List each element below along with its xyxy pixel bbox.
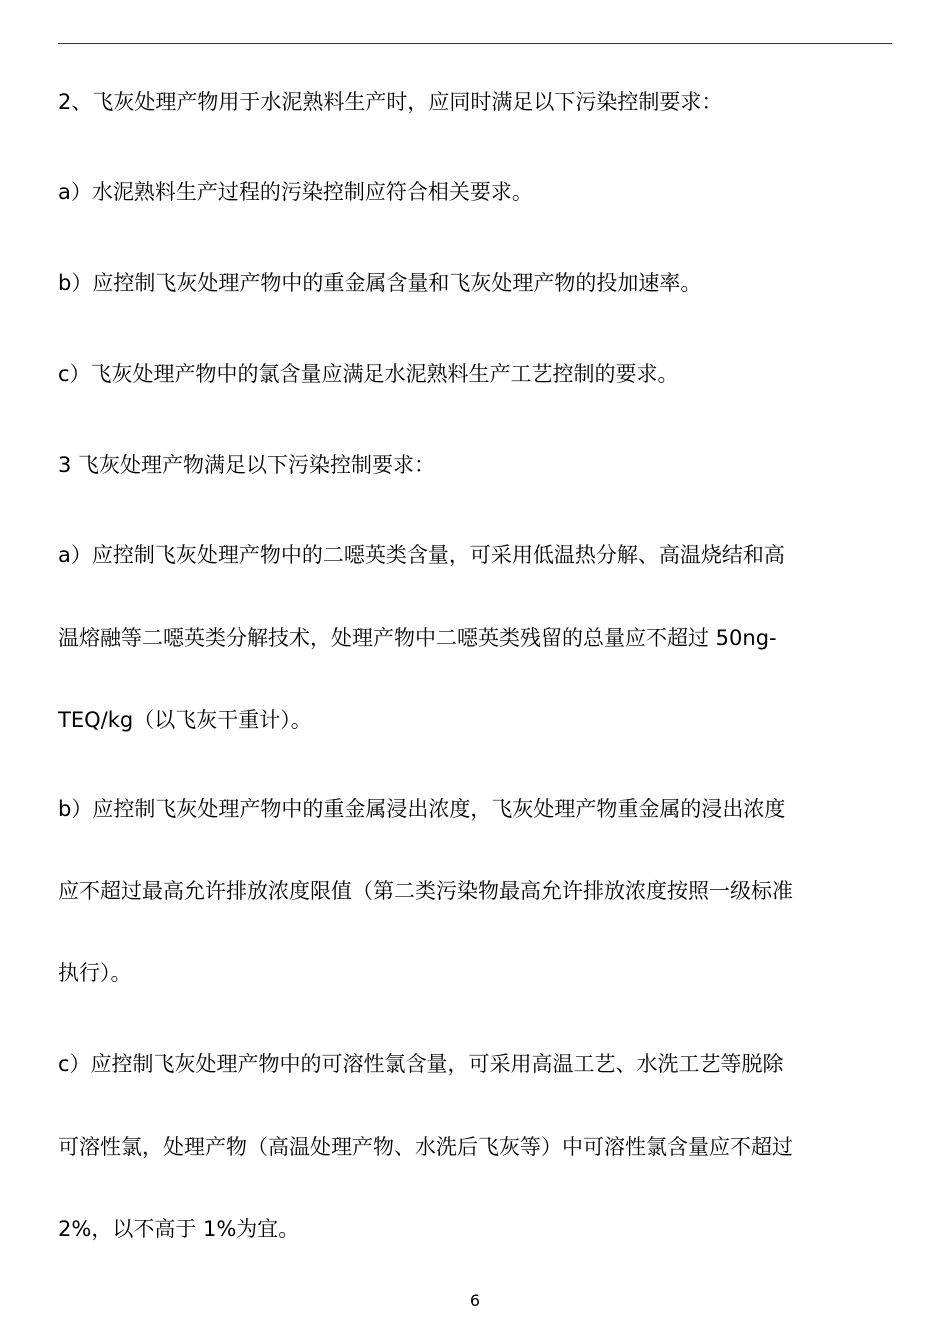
text-line-11: 执行）。 [58,961,132,985]
header-rule [58,43,892,44]
text-line-9: b）应控制飞灰处理产物中的重金属浸出浓度，飞灰处理产物重金属的浸出浓度 [58,797,786,821]
text-line-7: 温熔融等二噁英类分解技术，处理产物中二噁英类残留的总量应不超过 50ng- [58,626,777,650]
text-line-1: 2、飞灰处理产物用于水泥熟料生产时，应同时满足以下污染控制要求： [58,90,723,114]
text-line-5: 3 飞灰处理产物满足以下污染控制要求： [58,453,436,477]
text-line-3: b）应控制飞灰处理产物中的重金属含量和飞灰处理产物的投加速率。 [58,271,702,295]
text-line-6: a）应控制飞灰处理产物中的二噁英类含量，可采用低温热分解、高温烧结和高 [58,543,785,567]
text-line-13: 可溶性氯，处理产物（高温处理产物、水洗后飞灰等）中可溶性氯含量应不超过 [58,1135,793,1159]
text-line-8: TEQ/kg（以飞灰干重计）。 [58,708,312,732]
text-line-10: 应不超过最高允许排放浓度限值（第二类污染物最高允许排放浓度按照一级标准 [58,879,793,903]
text-line-4: c）飞灰处理产物中的氯含量应满足水泥熟料生产工艺控制的要求。 [58,362,679,386]
page-number: 6 [469,1291,481,1310]
text-line-14: 2%，以不高于 1%为宜。 [58,1217,300,1241]
text-line-2: a）水泥熟料生产过程的污染控制应符合相关要求。 [58,180,533,204]
text-line-12: c）应控制飞灰处理产物中的可溶性氯含量，可采用高温工艺、水洗工艺等脱除 [58,1052,784,1076]
